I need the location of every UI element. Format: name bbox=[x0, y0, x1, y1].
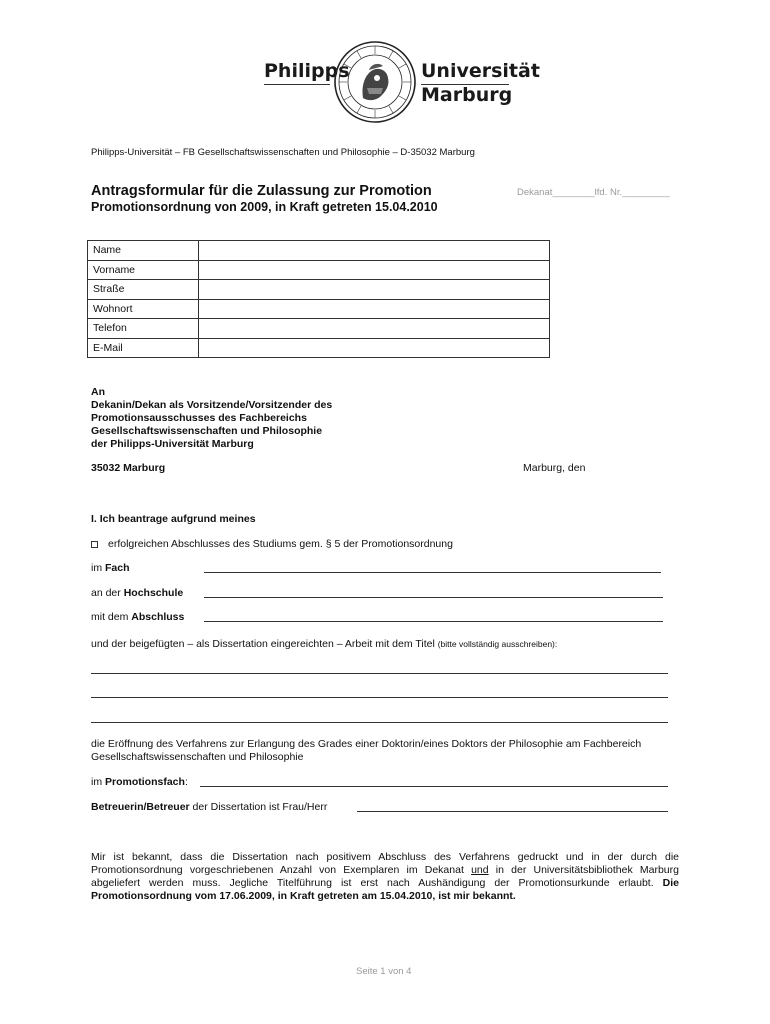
fach-prefix: im bbox=[91, 562, 103, 574]
promotionsfach-colon: : bbox=[184, 776, 188, 788]
betreuer-bold: Betreuerin/Betreuer bbox=[91, 801, 190, 813]
dissertation-note: (bitte vollständig ausschreiben): bbox=[437, 639, 558, 649]
declaration-underlined: und bbox=[471, 864, 489, 876]
table-row bbox=[88, 299, 550, 319]
declaration-part-1: Mir ist bekannt, dass die Dissertation nach positivem Abschluss des Verfahrens gedruckt und in der durch die Promotionsordnung vorgeschriebenen Anzahl von Exemplaren im Dekanat bbox=[91, 851, 679, 876]
declaration-part-2: in der Universitätsbibliothek Marburg abgeliefert werden muss. Jegliche Titelführung ist erst nach Aushändigung der Promotionsurkunde erlaubt. bbox=[91, 864, 679, 889]
abschluss-bold: Abschluss bbox=[131, 611, 185, 623]
page-number: Seite 1 von 4 bbox=[356, 966, 412, 977]
title-input-line-1[interactable] bbox=[91, 673, 668, 674]
name-field[interactable] bbox=[199, 241, 550, 261]
recipient-city: 35032 Marburg bbox=[91, 462, 166, 474]
title-input-line-3[interactable] bbox=[91, 722, 668, 723]
hochschule-prefix: an der bbox=[91, 587, 121, 599]
recipient-line-5: der Philipps-Universität Marburg bbox=[91, 438, 254, 450]
place-date-label: Marburg, den bbox=[523, 462, 586, 474]
form-subtitle: Promotionsordnung von 2009, in Kraft getreten 15.04.2010 bbox=[91, 200, 438, 214]
hochschule-label bbox=[91, 587, 183, 599]
promotionsfach-label bbox=[91, 776, 188, 788]
label-strasse: Straße bbox=[88, 280, 199, 300]
recipient-line-2: Dekanin/Dekan als Vorsitzende/Vorsitzender des bbox=[91, 399, 333, 411]
declaration-bold: Die Promotionsordnung vom 17.06.2009, in Kraft getreten am 15.04.2010, ist mir bekannt. bbox=[91, 877, 680, 902]
recipient-line-4: Gesellschaftswissenschaften und Philosophie bbox=[91, 425, 323, 437]
abschluss-label bbox=[91, 611, 184, 623]
form-title: Antragsformular für die Zulassung zur Promotion bbox=[91, 183, 432, 199]
logo-rule-left bbox=[264, 84, 330, 85]
table-row bbox=[88, 260, 550, 280]
hochschule-input-line[interactable] bbox=[204, 597, 663, 598]
hochschule-bold: Hochschule bbox=[123, 587, 184, 599]
checkbox-label: erfolgreichen Abschlusses des Studiums gem. § 5 der Promotionsordnung bbox=[108, 538, 453, 550]
table-row bbox=[88, 338, 550, 358]
fach-label bbox=[91, 562, 130, 574]
wohnort-field[interactable] bbox=[199, 299, 550, 319]
university-seal-icon bbox=[333, 40, 417, 124]
promotionsfach-bold: Promotionsfach bbox=[105, 776, 185, 788]
title-input-line-2[interactable] bbox=[91, 697, 668, 698]
abschluss-input-line[interactable] bbox=[204, 621, 663, 622]
table-row bbox=[88, 280, 550, 300]
logo-marburg: Marburg bbox=[421, 84, 513, 106]
dissertation-text: und der beigefügten – als Dissertation eingereichten – Arbeit mit dem Titel bbox=[91, 638, 435, 650]
checkbox-row bbox=[91, 538, 453, 550]
telefon-field[interactable] bbox=[199, 319, 550, 339]
abschluss-prefix: mit dem bbox=[91, 611, 129, 623]
recipient-an: An bbox=[91, 386, 105, 398]
section-heading: I. Ich beantrage aufgrund meines bbox=[91, 513, 256, 525]
strasse-field[interactable] bbox=[199, 280, 550, 300]
recipient-line-3: Promotionsausschusses des Fachbereichs bbox=[91, 412, 307, 424]
label-vorname: Vorname bbox=[88, 260, 199, 280]
logo-universitaet: Universität bbox=[421, 60, 540, 82]
label-name: Name bbox=[88, 241, 199, 261]
table-row bbox=[88, 241, 550, 261]
opening-text: die Eröffnung des Verfahrens zur Erlangung des Grades einer Doktorin/eines Doktors der Philosophie am Fachbereich Gesellschaftswissenschaften und Philosophie bbox=[91, 738, 642, 763]
dissertation-label bbox=[91, 638, 557, 650]
table-row bbox=[88, 319, 550, 339]
promotionsfach-input-line[interactable] bbox=[200, 786, 668, 787]
fach-bold: Fach bbox=[105, 562, 130, 574]
logo-philipps: Philipps bbox=[264, 60, 350, 82]
abschluss-checkbox[interactable] bbox=[91, 541, 98, 548]
betreuer-text: der Dissertation ist Frau/Herr bbox=[192, 801, 328, 813]
email-field[interactable] bbox=[199, 338, 550, 358]
label-telefon: Telefon bbox=[88, 319, 199, 339]
dekanat-reference: Dekanat________lfd. Nr._________ bbox=[517, 187, 670, 198]
betreuer-label bbox=[91, 801, 327, 813]
label-wohnort: Wohnort bbox=[88, 299, 199, 319]
sender-address-line: Philipps-Universität – FB Gesellschaftswissenschaften und Philosophie – D-35032 Marburg bbox=[91, 147, 475, 158]
label-email: E-Mail bbox=[88, 338, 199, 358]
vorname-field[interactable] bbox=[199, 260, 550, 280]
fach-input-line[interactable] bbox=[204, 572, 661, 573]
promotionsfach-prefix: im bbox=[91, 776, 103, 788]
declaration-paragraph bbox=[91, 851, 679, 903]
personal-data-table bbox=[87, 240, 550, 358]
betreuer-input-line[interactable] bbox=[357, 811, 668, 812]
